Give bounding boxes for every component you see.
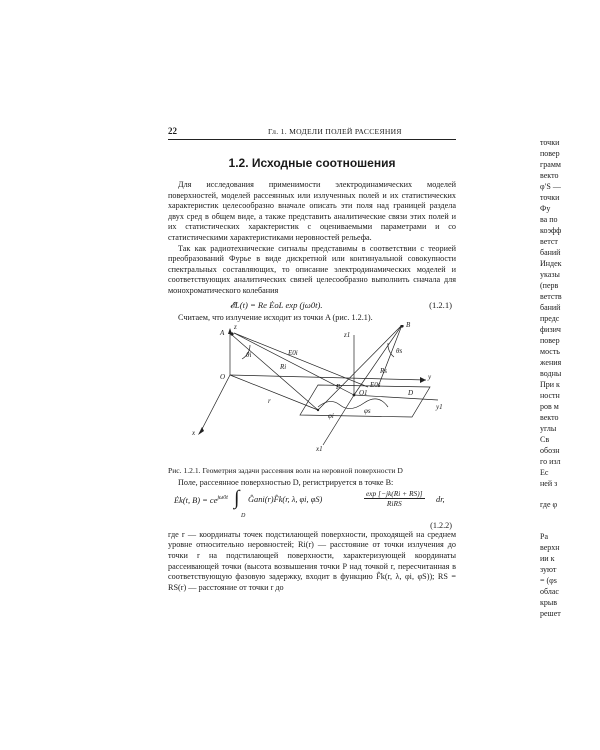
fig-label-r: r bbox=[268, 397, 271, 406]
fig-label-theta-i: θi bbox=[246, 351, 252, 360]
facing-line: ии к bbox=[540, 554, 555, 563]
section-title: 1.2. Исходные соотношения bbox=[228, 156, 396, 170]
facing-line: Фу bbox=[540, 204, 551, 213]
facing-line: (перв bbox=[540, 281, 559, 290]
facing-line: указы bbox=[540, 270, 560, 279]
chapter-title: Гл. 1. МОДЕЛИ ПОЛЕЙ РАССЕЯНИЯ bbox=[268, 127, 402, 136]
integral-limit: D bbox=[241, 512, 246, 519]
fraction-denominator: RiRS bbox=[386, 498, 402, 508]
main-text-column bbox=[168, 148, 456, 593]
facing-page-fragment bbox=[540, 0, 600, 750]
facing-line: мость bbox=[540, 347, 560, 356]
integral-sign: ∫ bbox=[234, 486, 240, 509]
facing-line: крыв bbox=[540, 598, 558, 607]
fig-label-z1: z1 bbox=[344, 331, 351, 340]
fig-label-z: z bbox=[234, 323, 237, 332]
fig-label-P: P bbox=[336, 383, 341, 392]
facing-line: векто bbox=[540, 413, 559, 422]
fig-label-x: x bbox=[192, 429, 196, 438]
ray-A-to-r bbox=[232, 335, 318, 410]
fig-label-E0s: E0s bbox=[370, 381, 381, 390]
figure-caption: Рис. 1.2.1. Геометрия задачи рассеяния волн на неровной поверхности D bbox=[168, 466, 403, 476]
y-axis bbox=[230, 375, 426, 380]
facing-line: точки bbox=[540, 193, 560, 202]
equation-1-body: 𝓔L(t) = Re ĖoL exp (jω0t). bbox=[230, 299, 323, 310]
angle-theta-s-arc bbox=[388, 343, 394, 357]
equation-2-integrand: Ĝani(r)F̂k(r, λ, φi, φS) bbox=[248, 494, 323, 504]
facing-line: векто bbox=[540, 171, 559, 180]
facing-line: баний bbox=[540, 248, 561, 257]
fig-label-O1: O1 bbox=[359, 389, 368, 398]
fraction-numerator: exp [−jk(Ri + RS)] bbox=[366, 488, 423, 498]
facing-line: ров м bbox=[540, 402, 559, 411]
fig-label-E0i: E0i bbox=[288, 349, 298, 358]
fig-label-y1: y1 bbox=[436, 403, 443, 412]
facing-line: решет bbox=[540, 609, 561, 618]
facing-line: ней з bbox=[540, 479, 558, 488]
facing-line: жения bbox=[540, 358, 562, 367]
paragraph-1: Для исследования применимости электродинамических моделей поверхностей, моделей рассеянных или излученных полей и их статистических характеристик целесообразно вначале описать эти поля над границей раздела двух сред в общем виде, а также представить аналитические связи этих полей и их статистических характеристик с оцениваемыми параметрами и со статистическими характеристиками неровностей рельефа. bbox=[168, 180, 456, 242]
ray-A-edge bbox=[234, 333, 368, 387]
facing-line: водны bbox=[540, 369, 562, 378]
fig-label-O: O bbox=[220, 373, 226, 382]
fig-label-B: B bbox=[406, 321, 411, 330]
facing-line: ностн bbox=[540, 391, 560, 400]
equation-2-number: (1.2.2) bbox=[430, 520, 452, 530]
fig-label-phi-i: φi bbox=[328, 412, 334, 421]
ray-B-edge bbox=[378, 325, 402, 387]
facing-line: верхн bbox=[540, 543, 560, 552]
x-axis bbox=[200, 375, 230, 433]
facing-line: ветств bbox=[540, 292, 562, 301]
facing-line: φ′S — bbox=[540, 182, 561, 191]
facing-line: го изл bbox=[540, 457, 561, 466]
facing-line: баний bbox=[540, 303, 561, 312]
facing-line: повер bbox=[540, 336, 560, 345]
fig-label-theta-s: θs bbox=[396, 347, 403, 356]
fig-label-A: A bbox=[220, 329, 225, 338]
page-number: 22 bbox=[168, 126, 177, 136]
fig-label-phi-s: φs bbox=[364, 407, 371, 416]
rough-surface-profile bbox=[318, 399, 388, 409]
fig-label-Ri: Ri bbox=[280, 363, 287, 372]
facing-line: Ес bbox=[540, 468, 549, 477]
facing-line: повер bbox=[540, 149, 560, 158]
figure-1-2-1 bbox=[168, 321, 456, 460]
final-paragraph: где r — координаты точек подстилающей поверхности, проходящей на среднем уровне относительно неровностей; Ri(r) — расстояние от точки излучения до точки r на подстилающей поверхности, характеризующей координаты рассеивающей точки (высота возвышения точки P над точкой r, пересчитанная в соответствующую фазовую задержку, входит в функцию F̂k(r, λ, φi, φS)); RS = RS(r) — расстояние от точки r до bbox=[168, 529, 456, 592]
facing-line: При к bbox=[540, 380, 560, 389]
facing-line: коэфф bbox=[540, 226, 562, 235]
facing-line: предс bbox=[540, 314, 560, 323]
facing-line: Индек bbox=[540, 259, 562, 268]
equation-2-tail: dr, bbox=[436, 494, 445, 504]
paragraph-2: Так как радиотехнические сигналы представимы в соответствии с теорией преобразований Фурье в виде дискретной или континуальной совокупности спектральных составляющих, то описание электродинамических моделей и соответствующих аналитических связей целесообразно выполнить сначала для монохроматического колебания bbox=[168, 243, 456, 295]
facing-line: обозн bbox=[540, 446, 560, 455]
facing-line: облас bbox=[540, 587, 559, 596]
fig-label-x1: x1 bbox=[316, 445, 323, 454]
facing-line: грамм bbox=[540, 160, 561, 169]
facing-line: = (φs bbox=[540, 576, 557, 585]
running-head bbox=[168, 126, 456, 140]
sentence-after-eq1: Считаем, что излучение исходит из точки A (рис. 1.2.1). bbox=[178, 312, 373, 322]
facing-line: где φ bbox=[540, 500, 558, 509]
facing-line: точки bbox=[540, 138, 560, 147]
fig-label-y: y bbox=[428, 373, 432, 382]
equation-1-2-2 bbox=[168, 486, 456, 523]
equation-1-2-1 bbox=[168, 298, 456, 312]
facing-line: углы bbox=[540, 424, 557, 433]
facing-line: Св bbox=[540, 435, 550, 444]
x1-axis bbox=[323, 395, 354, 445]
facing-line: физич bbox=[540, 325, 561, 334]
equation-1-number: (1.2.1) bbox=[429, 299, 452, 310]
header-rule bbox=[168, 139, 456, 140]
sentence-before-eq2: Поле, рассеянное поверхностью D, регистрируется в точке B: bbox=[178, 478, 394, 488]
fig-label-Rs: Rs bbox=[380, 367, 387, 376]
facing-line: зуют bbox=[540, 565, 557, 574]
equation-2-lhs: Ėk(t, $B) = ce^{j\omega 0t}$ bbox=[174, 494, 228, 505]
facing-line: ветст bbox=[540, 237, 558, 246]
facing-line: Ра bbox=[540, 532, 548, 541]
facing-line: ва по bbox=[540, 215, 558, 224]
fig-label-D: D bbox=[408, 389, 414, 398]
vector-r bbox=[230, 375, 318, 410]
equation-2-fraction bbox=[364, 489, 425, 508]
